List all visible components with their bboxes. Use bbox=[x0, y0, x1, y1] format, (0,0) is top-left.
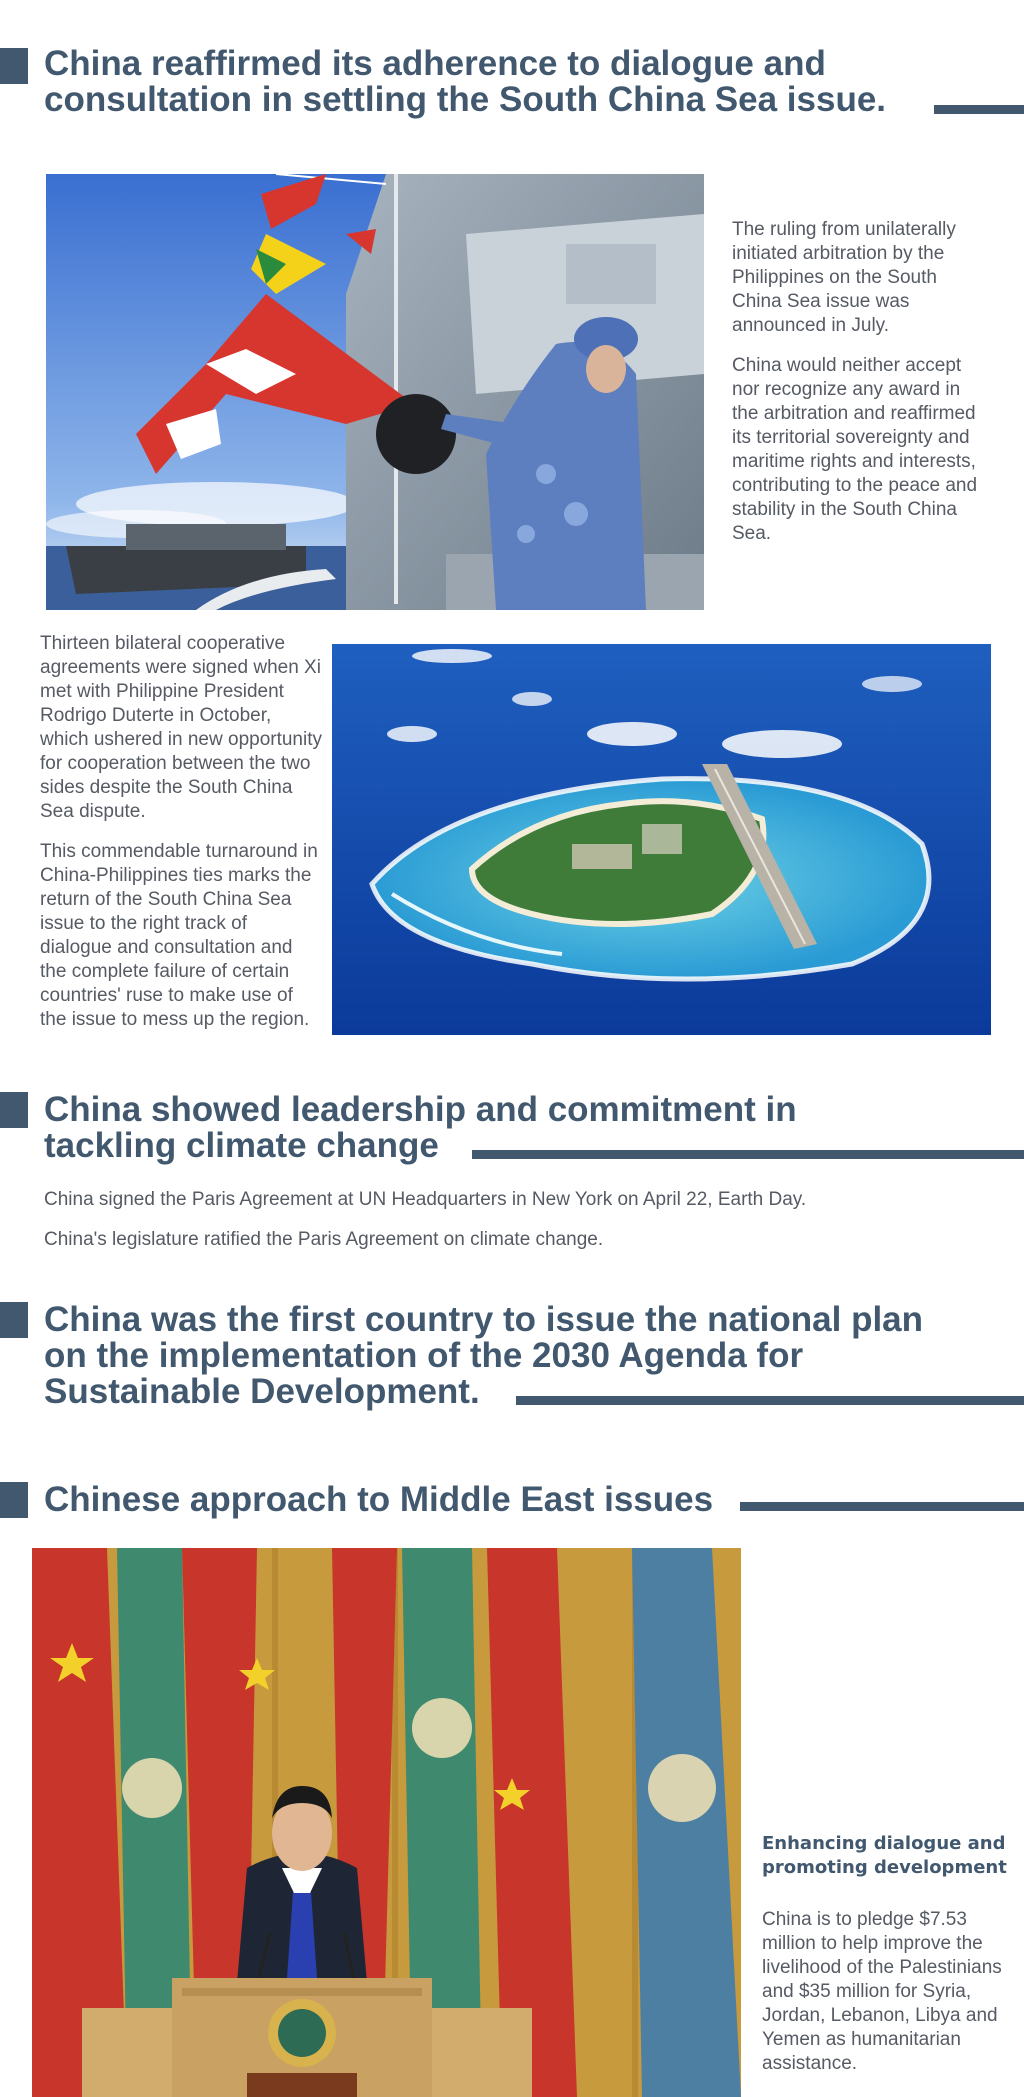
photo-speaker-podium-flags bbox=[32, 1548, 741, 2097]
photo-flag-raising-warship bbox=[46, 174, 704, 610]
section-rule bbox=[740, 1502, 1024, 1511]
section-heading-2030-agenda bbox=[44, 1302, 923, 1410]
south-china-sea-text-left bbox=[40, 632, 322, 1032]
paragraph: Thirteen bilateral cooperative agreements were signed when Xi met with Philippine President Rodrigo Duterte in October, which ushered in new opportunity for cooperation between the two sides despite the South China Sea dispute. bbox=[40, 633, 323, 822]
heading-line: Sustainable Development. bbox=[44, 1372, 480, 1411]
heading-line: China reaffirmed its adherence to dialogue and bbox=[44, 44, 826, 83]
heading-line: Chinese approach to Middle East issues bbox=[44, 1480, 714, 1519]
section-marker bbox=[0, 1092, 28, 1128]
climate-change-text bbox=[44, 1188, 1004, 1252]
heading-line: tackling climate change bbox=[44, 1126, 439, 1165]
heading-line: China was the first country to issue the national plan bbox=[44, 1300, 924, 1339]
section-heading-south-china-sea bbox=[44, 46, 886, 118]
section-rule bbox=[472, 1150, 1024, 1159]
paragraph: China would neither accept nor recognize any award in the arbitration and reaffirmed its territorial sovereignty and maritime rights and interests, contributing to the peace and stability in the South China Sea. bbox=[732, 355, 978, 544]
section-marker bbox=[0, 48, 28, 84]
heading-line: consultation in settling the South China Sea issue. bbox=[44, 80, 887, 119]
heading-line: on the implementation of the 2030 Agenda for bbox=[44, 1336, 804, 1375]
paragraph: The ruling from unilaterally initiated arbitration by the Philippines on the South China Sea issue was announced in July. bbox=[732, 219, 956, 336]
section-heading-middle-east bbox=[44, 1482, 713, 1518]
text-line: China's legislature ratified the Paris Agreement on climate change. bbox=[44, 1229, 604, 1250]
section-marker bbox=[0, 1302, 28, 1338]
photo-island-aerial bbox=[332, 644, 991, 1035]
section-marker bbox=[0, 1482, 28, 1518]
heading-line: China showed leadership and commitment in bbox=[44, 1090, 797, 1129]
paragraph: China is to pledge $7.53 million to help improve the livelihood of the Palestinians and $35 million for Syria, Jordan, Lebanon, Libya and Yemen as humanitarian assistance. bbox=[762, 1909, 1002, 2074]
south-china-sea-text-right bbox=[732, 218, 982, 546]
paragraph: This commendable turnaround in China-Philippines ties marks the return of the South China Sea issue to the right track of dialogue and consultation and the complete failure of certain countries' ruse to make use of the issue to mess up the region. bbox=[40, 841, 318, 1030]
text-line: China signed the Paris Agreement at UN Headquarters in New York on April 22, Earth Day. bbox=[44, 1189, 807, 1210]
section-rule bbox=[934, 105, 1024, 114]
middle-east-text bbox=[762, 1832, 1012, 2076]
subheading: Enhancing dialogue and promoting development bbox=[762, 1833, 1007, 1878]
section-rule bbox=[516, 1396, 1024, 1405]
